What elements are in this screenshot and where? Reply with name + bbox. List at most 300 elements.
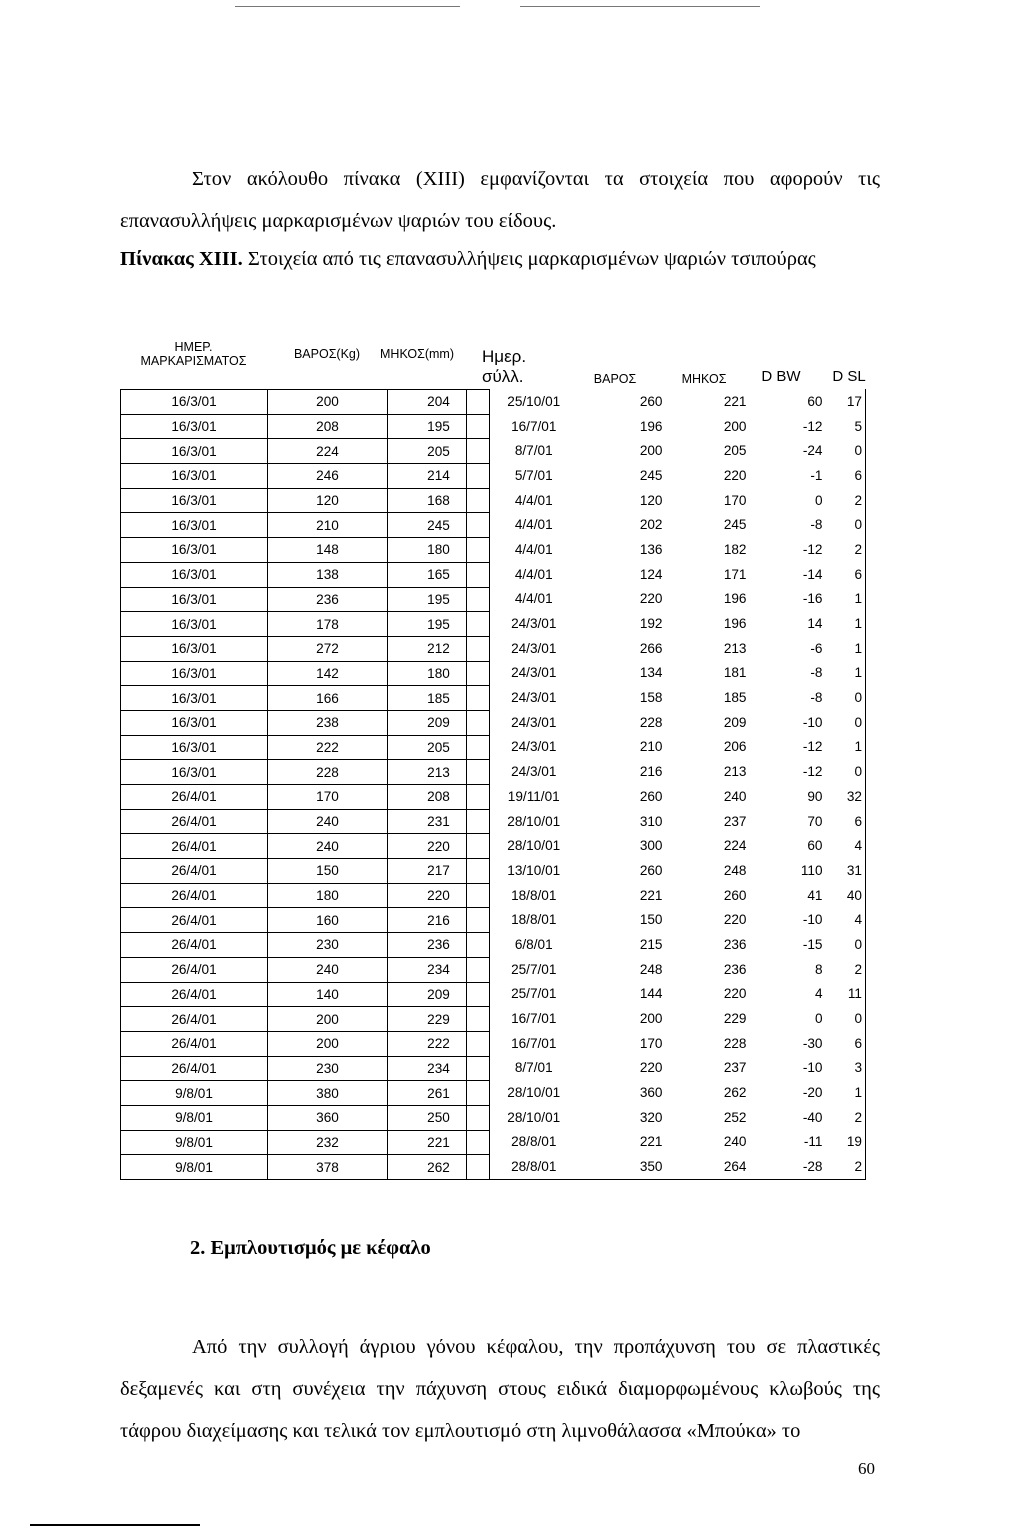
table-cell: 16/3/01	[121, 390, 268, 415]
table-row	[121, 982, 490, 1007]
table-cell: 266	[639, 640, 663, 656]
table-row	[121, 1130, 490, 1155]
table-cell: 26/4/01	[121, 1031, 268, 1056]
table-cell: 4/4/01	[514, 517, 553, 533]
table-cell: 110	[800, 862, 823, 878]
table-cell: 26/4/01	[121, 859, 268, 884]
table-cell: 170	[268, 785, 388, 810]
table-cell: 16/3/01	[121, 513, 268, 538]
table-cell: 224	[268, 439, 388, 464]
table-cell: -16	[802, 591, 823, 607]
table-row	[121, 538, 490, 563]
table-cell: 192	[639, 616, 663, 632]
table-row	[121, 562, 490, 587]
table-cell: 213	[723, 640, 747, 656]
table-row	[121, 908, 490, 933]
table-row	[467, 858, 866, 883]
table-cell: 220	[723, 912, 747, 928]
table-cell: 16/3/01	[121, 636, 268, 661]
page-number: 60	[858, 1459, 875, 1478]
table-cell: 2	[854, 1109, 862, 1125]
table-cell: 2	[831, 1154, 866, 1179]
table-cell: 248	[639, 961, 663, 977]
table-row	[467, 636, 866, 661]
table-cell: 240	[268, 809, 388, 834]
table-cell: 260	[723, 887, 747, 903]
table-cell: 16/3/01	[121, 464, 268, 489]
table-cell: 212	[388, 636, 490, 661]
header-weight: ΒΑΡΟΣ	[593, 372, 637, 386]
table-cell: 252	[723, 1109, 747, 1125]
table-cell: 202	[639, 517, 663, 533]
table-cell: 217	[388, 859, 490, 884]
table-cell: 236	[388, 933, 490, 958]
table-cell: 60	[807, 393, 823, 409]
table-cell: 14	[807, 616, 823, 632]
table-cell: 16/3/01	[121, 760, 268, 785]
table-row	[467, 611, 866, 636]
table-cell: 196	[639, 418, 663, 434]
table-cell: 6	[854, 1035, 862, 1051]
table-cell: 16/7/01	[511, 1011, 557, 1027]
table-cell: 0	[854, 690, 862, 706]
table-cell: 236	[268, 587, 388, 612]
table-cell: 210	[639, 739, 663, 755]
table-cell: 2	[854, 492, 862, 508]
table-cell: 204	[388, 390, 490, 415]
table-row	[121, 834, 490, 859]
table-cell: 16/7/01	[511, 1035, 557, 1051]
table-cell: 16/3/01	[121, 735, 268, 760]
table-cell: 144	[639, 986, 663, 1002]
table-cell: 28/10/01	[507, 838, 561, 854]
table-cell: 9/8/01	[121, 1155, 268, 1180]
table-cell: -8	[810, 665, 823, 681]
table-cell: 222	[268, 735, 388, 760]
table-cell: 224	[723, 838, 747, 854]
table-cell: 6	[854, 467, 862, 483]
table-row	[467, 735, 866, 760]
marking-table	[120, 389, 490, 1180]
table-cell: 1	[854, 665, 862, 681]
table-cell: 264	[671, 1154, 755, 1179]
table-cell: 230	[268, 1056, 388, 1081]
table-cell: 31	[846, 862, 862, 878]
table-cell: 26/4/01	[121, 933, 268, 958]
table-cell: 26/4/01	[121, 982, 268, 1007]
table-row	[121, 661, 490, 686]
table-cell: 245	[388, 513, 490, 538]
table-caption-label: Πίνακας ΧΙΙΙ.	[120, 248, 243, 270]
table-cell: 150	[639, 912, 663, 928]
table-cell: 272	[268, 636, 388, 661]
table-cell: 195	[388, 612, 490, 637]
header-dsl: D SL	[832, 368, 866, 385]
bottom-rule	[30, 1524, 200, 1526]
table-cell: 213	[723, 764, 747, 780]
table-cell: 150	[268, 859, 388, 884]
table-cell: 234	[388, 1056, 490, 1081]
table-cell: 245	[723, 517, 747, 533]
table-cell: 185	[388, 686, 490, 711]
table-cell: 5	[854, 418, 862, 434]
table-row	[467, 438, 866, 463]
table-cell: 231	[388, 809, 490, 834]
table-cell: 0	[854, 443, 862, 459]
table-cell: 158	[639, 690, 663, 706]
table-cell: 168	[388, 488, 490, 513]
intro-paragraph: Στον ακόλουθο πίνακα (ΧΙΙΙ) εμφανίζονται τα στοιχεία που αφορούν τις επανασυλλήψεις μαρκαρισμένων ψαριών του είδους.	[120, 167, 880, 232]
table-cell: 26/4/01	[121, 1007, 268, 1032]
table-cell: -12	[802, 764, 823, 780]
table-cell: 214	[388, 464, 490, 489]
table-row	[467, 414, 866, 439]
table-cell: -40	[802, 1109, 823, 1125]
table-cell: 4/4/01	[514, 492, 553, 508]
table-cell: 229	[723, 1011, 747, 1027]
table-cell: 180	[268, 883, 388, 908]
table-row	[467, 982, 866, 1007]
table-cell: 17	[846, 393, 862, 409]
table-cell: 180	[388, 661, 490, 686]
table-cell: 195	[388, 587, 490, 612]
table-cell: 378	[268, 1155, 388, 1180]
table-row	[121, 464, 490, 489]
table-row	[121, 390, 490, 415]
table-cell: -15	[802, 936, 823, 952]
table-cell: 0	[854, 517, 862, 533]
table-cell: 0	[814, 492, 823, 508]
table-row	[121, 414, 490, 439]
table-cell: 4/4/01	[514, 591, 553, 607]
table-cell: 350	[601, 1154, 671, 1179]
table-cell: 200	[639, 443, 663, 459]
table-cell: 26/4/01	[121, 1056, 268, 1081]
table-cell: 9/8/01	[121, 1105, 268, 1130]
table-row	[467, 463, 866, 488]
table-cell: -8	[810, 517, 823, 533]
table-cell: 205	[388, 439, 490, 464]
table-cell: 24/3/01	[511, 616, 557, 632]
header-dbw: D BW	[761, 368, 801, 385]
table-row	[121, 439, 490, 464]
table-cell: 28/8/01	[511, 1134, 557, 1150]
table-cell: 310	[639, 813, 663, 829]
table-cell: 28/10/01	[507, 813, 561, 829]
table-cell: 200	[268, 1031, 388, 1056]
table-cell: 237	[723, 813, 747, 829]
table-cell: -10	[802, 912, 823, 928]
table-cell: 70	[807, 813, 823, 829]
table-cell: 16/3/01	[121, 710, 268, 735]
table-cell: 8	[814, 961, 823, 977]
table-cell: 9/8/01	[121, 1081, 268, 1106]
table-cell: 245	[639, 467, 663, 483]
table-cell: 230	[268, 933, 388, 958]
table-cell: 24/3/01	[511, 714, 557, 730]
table-cell: 28/10/01	[507, 1085, 561, 1101]
table-row	[121, 957, 490, 982]
table-cell: 1	[854, 591, 862, 607]
table-cell: 200	[268, 390, 388, 415]
table-cell: 165	[388, 562, 490, 587]
table-cell: -6	[810, 640, 823, 656]
table-cell: 209	[388, 710, 490, 735]
table-row	[121, 809, 490, 834]
table-row	[121, 1081, 490, 1106]
table-cell: -24	[802, 443, 823, 459]
table-row	[467, 932, 866, 957]
table-cell: 0	[854, 936, 862, 952]
table-cell: 209	[388, 982, 490, 1007]
table-cell: 120	[639, 492, 663, 508]
table-cell: 16/3/01	[121, 439, 268, 464]
table-cell: 205	[388, 735, 490, 760]
table-cell: 246	[268, 464, 388, 489]
table-cell: 200	[723, 418, 747, 434]
table-cell: 18/8/01	[511, 887, 557, 903]
table-row	[467, 1056, 866, 1081]
table-cell: 26/4/01	[121, 785, 268, 810]
table-cell: 19	[846, 1134, 862, 1150]
table-cell: 213	[388, 760, 490, 785]
body-paragraph: Από την συλλογή άγριου γόνου κέφαλου, την προπάχυνση του σε πλαστικές δεξαμενές και στη συνέχεια την πάχυνση στους ειδικά διαμορφωμένους κλωβούς της τάφρου διαχείμασης και τελικά τον εμπλουτισμό στη λιμνοθάλασσα «Μπούκα» το	[120, 1335, 880, 1442]
table-cell: 24/3/01	[511, 640, 557, 656]
table-cell: 182	[723, 541, 747, 557]
table-cell: -12	[802, 739, 823, 755]
table-cell: 4	[854, 838, 862, 854]
table-cell: 220	[723, 467, 747, 483]
table-cell: 208	[268, 414, 388, 439]
recapture-table	[466, 389, 866, 1180]
table-cell: 232	[268, 1130, 388, 1155]
table-cell: 240	[268, 834, 388, 859]
table-row	[121, 636, 490, 661]
table-cell: 209	[723, 714, 747, 730]
header-date-caught: Ημερ. σύλλ.	[482, 347, 527, 386]
table-cell: 170	[639, 1035, 663, 1051]
table-cell: 234	[388, 957, 490, 982]
table-row	[121, 785, 490, 810]
table-cell: 170	[723, 492, 747, 508]
table-cell: 0	[814, 1011, 823, 1027]
table-cell: 26/4/01	[121, 883, 268, 908]
table-cell: 1	[854, 640, 862, 656]
table-cell: 4	[814, 986, 823, 1002]
table-cell: 6/8/01	[514, 936, 553, 952]
table-cell: 16/3/01	[121, 661, 268, 686]
table-row	[467, 685, 866, 710]
table-cell: 220	[639, 1060, 663, 1076]
table-row	[121, 1155, 490, 1180]
table-cell: 178	[268, 612, 388, 637]
table-cell: 215	[639, 936, 663, 952]
table-cell: -30	[802, 1035, 823, 1051]
table-cell: 260	[639, 862, 663, 878]
table-cell: 236	[723, 936, 747, 952]
table-caption	[120, 248, 816, 271]
table-cell: 196	[723, 616, 747, 632]
table-cell: -14	[802, 566, 823, 582]
table-cell: 160	[268, 908, 388, 933]
table-cell: -12	[802, 541, 823, 557]
table-cell: -10	[802, 1060, 823, 1076]
table-cell: -8	[810, 690, 823, 706]
table-row	[121, 883, 490, 908]
table-cell: 171	[723, 566, 747, 582]
table-cell: 26/4/01	[121, 834, 268, 859]
table-row	[467, 907, 866, 932]
table-cell: 3	[854, 1060, 862, 1076]
table-cell: 360	[268, 1105, 388, 1130]
table-cell: 142	[268, 661, 388, 686]
table-cell: 24/3/01	[511, 665, 557, 681]
table-cell: 196	[723, 591, 747, 607]
table-row	[121, 710, 490, 735]
table-caption-text: Στοιχεία από τις επανασυλλήψεις μαρκαρισμένων ψαριών τσιπούρας	[242, 248, 816, 270]
table-cell: 221	[639, 1134, 663, 1150]
table-cell: 8/7/01	[514, 443, 553, 459]
header-length-mm: ΜΗΚΟΣ(mm)	[380, 347, 454, 361]
table-row	[121, 488, 490, 513]
table-row	[467, 587, 866, 612]
table-cell: 216	[388, 908, 490, 933]
table-row	[121, 686, 490, 711]
table-cell: 200	[639, 1011, 663, 1027]
table-row	[121, 587, 490, 612]
table-cell: 210	[268, 513, 388, 538]
table-cell: 380	[268, 1081, 388, 1106]
table-cell: 222	[388, 1031, 490, 1056]
table-row	[467, 1105, 866, 1130]
table-cell: 4/4/01	[514, 566, 553, 582]
table-cell: 261	[388, 1081, 490, 1106]
table-cell: 28/10/01	[507, 1109, 561, 1125]
table-cell: -10	[802, 714, 823, 730]
table-row	[467, 661, 866, 686]
table-cell: 180	[388, 538, 490, 563]
table-cell: 248	[723, 862, 747, 878]
table-cell: 16/7/01	[511, 418, 557, 434]
table-cell: 16/3/01	[121, 538, 268, 563]
table-cell: 166	[268, 686, 388, 711]
table-cell: 1	[854, 1085, 862, 1101]
table-cell: 8/7/01	[514, 1060, 553, 1076]
table-cell: 360	[639, 1085, 663, 1101]
table-cell: 185	[723, 690, 747, 706]
table-cell: 138	[268, 562, 388, 587]
top-rule-2	[520, 6, 760, 7]
table-cell: 148	[268, 538, 388, 563]
table-row	[121, 760, 490, 785]
table-cell: 238	[268, 710, 388, 735]
table-cell: 220	[388, 834, 490, 859]
table-row	[467, 809, 866, 834]
table-cell: 220	[723, 986, 747, 1002]
table-cell: 134	[639, 665, 663, 681]
header-weight-kg: ΒΑΡΟΣ(Kg)	[293, 347, 361, 361]
table-cell: 5/7/01	[514, 467, 553, 483]
table-cell: 140	[268, 982, 388, 1007]
table-cell: 228	[639, 714, 663, 730]
table-row	[121, 1007, 490, 1032]
table-cell: 24/3/01	[511, 764, 557, 780]
table-cell: 16/3/01	[121, 612, 268, 637]
table-cell: 18/8/01	[511, 912, 557, 928]
table-row	[121, 1105, 490, 1130]
table-cell: 208	[388, 785, 490, 810]
header-length: ΜΗΚΟΣ	[681, 372, 727, 386]
table-cell: 16/3/01	[121, 587, 268, 612]
table-cell: 120	[268, 488, 388, 513]
table-cell: 24/3/01	[511, 690, 557, 706]
table-cell: 300	[639, 838, 663, 854]
table-cell: -28	[755, 1154, 831, 1179]
table-cell: 13/10/01	[507, 862, 561, 878]
table-cell: 206	[723, 739, 747, 755]
table-cell: 25/7/01	[511, 961, 557, 977]
table-cell: 0	[854, 1011, 862, 1027]
table-row	[121, 1031, 490, 1056]
table-cell: 221	[639, 887, 663, 903]
header-date-marked: ΗΜΕΡ. ΜΑΡΚΑΡΙΣΜΑΤΟΣ	[140, 340, 247, 368]
table-cell: 1	[854, 739, 862, 755]
table-cell: 1	[854, 616, 862, 632]
table-cell: 229	[388, 1007, 490, 1032]
table-cell: 2	[854, 541, 862, 557]
table-cell: -1	[810, 467, 823, 483]
table-cell: 228	[268, 760, 388, 785]
table-cell: 260	[639, 788, 663, 804]
table-cell: 0	[854, 714, 862, 730]
table-row	[467, 1130, 866, 1155]
table-cell: 240	[723, 788, 747, 804]
table-cell: 250	[388, 1105, 490, 1130]
table-row	[121, 513, 490, 538]
table-cell: -12	[802, 418, 823, 434]
table-cell: 4	[854, 912, 862, 928]
top-rule	[235, 6, 460, 7]
table-cell: 16/3/01	[121, 686, 268, 711]
table-row	[467, 759, 866, 784]
table-row	[467, 784, 866, 809]
table-row	[121, 612, 490, 637]
table-cell: 6	[854, 813, 862, 829]
table-cell: 216	[639, 764, 663, 780]
table-row	[467, 710, 866, 735]
table-row	[467, 883, 866, 908]
table-cell: 220	[639, 591, 663, 607]
table-cell: 262	[723, 1085, 747, 1101]
table-cell: 25/7/01	[511, 986, 557, 1002]
table-cell: 25/10/01	[507, 393, 561, 409]
table-row	[467, 512, 866, 537]
table-cell: 240	[268, 957, 388, 982]
table-row	[467, 1080, 866, 1105]
table-row	[121, 1056, 490, 1081]
table-cell: 221	[723, 393, 747, 409]
table-cell: 236	[723, 961, 747, 977]
table-row	[467, 562, 866, 587]
table-cell: 320	[639, 1109, 663, 1125]
table-cell: 28/8/01	[467, 1154, 601, 1179]
table-row	[467, 833, 866, 858]
table-cell: 4/4/01	[514, 541, 553, 557]
table-cell: -20	[802, 1085, 823, 1101]
table-cell: 16/3/01	[121, 488, 268, 513]
table-cell: 237	[723, 1060, 747, 1076]
table-row	[467, 1154, 866, 1179]
